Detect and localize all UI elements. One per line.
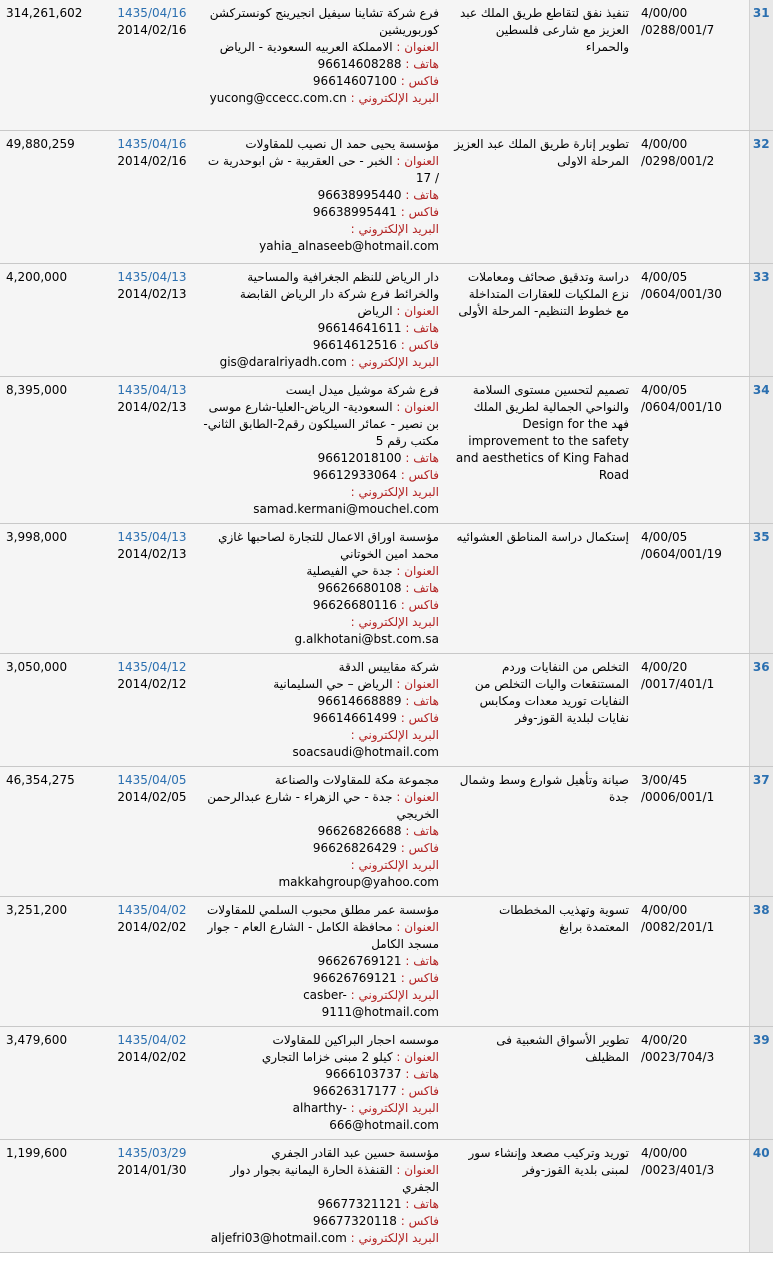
fax-label: فاكس :: [400, 337, 439, 352]
contract-code-part2: /0604/001/19: [641, 546, 722, 561]
contractor-info: [199, 523, 449, 653]
address-label: العنوان :: [396, 40, 439, 54]
phone-label: هاتف :: [405, 693, 439, 708]
address-value: الرياض – حي السليمانية: [273, 676, 393, 691]
gregorian-date: 2014/02/16: [117, 23, 187, 37]
contract-date: [105, 376, 199, 523]
contract-code-part1: 4/00/00: [641, 1145, 688, 1160]
address-value: محافظة الكامل - الشارع العام - جوار مسجد الكامل: [207, 919, 439, 951]
contract-date: [105, 896, 199, 1026]
gregorian-date: 2014/02/02: [117, 919, 187, 934]
gregorian-date: 2014/02/13: [117, 286, 187, 301]
project-description: تسوية وتهذيب المخططات المعتمدة برابغ: [449, 896, 639, 1026]
contract-amount: 8,395,000: [0, 376, 105, 523]
phone-label: هاتف :: [405, 580, 439, 595]
address-label: العنوان :: [396, 1049, 439, 1064]
address-label: العنوان :: [396, 303, 439, 318]
contract-code-part2: /0288/001/7: [641, 23, 715, 37]
row-number[interactable]: 34: [749, 376, 773, 523]
project-description: تطوير إنارة طريق الملك عبد العزيز المرحلة الاولى: [449, 130, 639, 263]
phone-label: هاتف :: [405, 450, 439, 465]
email-label: البريد الإلكتروني :: [350, 484, 439, 499]
contractor-info: [199, 896, 449, 1026]
gregorian-date: 2014/02/13: [117, 399, 187, 414]
contract-code-part2: /0006/001/1: [641, 789, 715, 804]
contract-amount: 3,479,600: [0, 1026, 105, 1139]
phone-label: هاتف :: [405, 57, 439, 71]
phone-value: 96677321121: [317, 1196, 402, 1211]
contract-date: [105, 523, 199, 653]
row-number[interactable]: 33: [749, 263, 773, 376]
phone-value: 96614641611: [317, 320, 402, 335]
email-label: البريد الإلكتروني :: [350, 1100, 439, 1115]
fax-value: 96612933064: [312, 467, 397, 482]
contractor-info: [199, 766, 449, 896]
phone-value: 96614668889: [317, 693, 402, 708]
phone-label: هاتف :: [405, 1066, 439, 1081]
address-label: العنوان :: [396, 153, 439, 168]
contract-code-part1: 4/00/20: [641, 1032, 688, 1047]
address-value: جدة - حي الزهراء - شارع عبدالرحمن الخريجي: [207, 789, 439, 821]
project-description: صيانة وتأهيل شوارع وسط وشمال جدة: [449, 766, 639, 896]
contract-code: [639, 766, 749, 896]
contract-date: [105, 766, 199, 896]
gregorian-date: 2014/02/02: [117, 1049, 187, 1064]
fax-label: فاكس :: [400, 840, 439, 855]
email-value[interactable]: g.alkhotani@bst.com.sa: [294, 631, 439, 646]
address-label: العنوان :: [396, 676, 439, 691]
contract-code-part2: /0023/401/3: [641, 1162, 715, 1177]
hijri-date: 1435/04/13: [117, 529, 187, 544]
contractor-name: دار الرياض للنظم الجغرافية والمساحية والخرائط فرع شركة دار الرياض القابضة: [239, 269, 439, 301]
phone-label: هاتف :: [405, 187, 439, 202]
row-number[interactable]: 39: [749, 1026, 773, 1139]
contractor-name: مؤسسة اوراق الاعمال للتجارة لصاحبها غازي محمد امين الخوتاني: [218, 529, 439, 561]
hijri-date: 1435/04/16: [117, 6, 187, 20]
project-description: إستكمال دراسة المناطق العشوائيه: [449, 523, 639, 653]
contract-code-part1: 4/00/20: [641, 659, 688, 674]
project-description: تنفيذ نفق لتقاطع طريق الملك عبد العزيز مع شارعى فلسطين والحمراء: [449, 0, 639, 130]
phone-value: 96626680108: [317, 580, 402, 595]
contract-code: [639, 896, 749, 1026]
email-value[interactable]: soacsaudi@hotmail.com: [292, 744, 439, 759]
phone-label: هاتف :: [405, 823, 439, 838]
row-number[interactable]: 38: [749, 896, 773, 1026]
email-label: البريد الإلكتروني :: [350, 614, 439, 629]
row-number[interactable]: 36: [749, 653, 773, 766]
contract-code-part1: 4/00/05: [641, 269, 688, 284]
email-value[interactable]: makkahgroup@yahoo.com: [278, 874, 439, 889]
fax-value: 96638995441: [312, 204, 397, 219]
gregorian-date: 2014/02/16: [117, 153, 187, 168]
contractor-name: مجموعة مكة للمقاولات والصناعة: [274, 772, 439, 787]
email-label: البريد الإلكتروني :: [350, 221, 439, 236]
project-description: توريد وتركيب مصعد وإنشاء سور لمبنى بلدية القوز-وفر: [449, 1139, 639, 1252]
contract-code: [639, 1139, 749, 1252]
hijri-date: 1435/04/13: [117, 382, 187, 397]
table-row: [0, 0, 773, 130]
hijri-date: 1435/04/05: [117, 772, 187, 787]
table-row: [0, 523, 773, 653]
contract-code: [639, 653, 749, 766]
hijri-date: 1435/03/29: [117, 1145, 187, 1160]
fax-value: 96614661499: [312, 710, 397, 725]
hijri-date: 1435/04/16: [117, 136, 187, 151]
fax-value: 96626769121: [312, 970, 397, 985]
address-label: العنوان :: [396, 563, 439, 578]
phone-value: 96612018100: [317, 450, 402, 465]
email-label: البريد الإلكتروني :: [350, 354, 439, 369]
contractor-name: مؤسسة حسين عبد القادر الجفري: [271, 1145, 439, 1160]
fax-label: فاكس :: [400, 467, 439, 482]
fax-value: 96614607100: [312, 74, 397, 88]
gregorian-date: 2014/01/30: [117, 1162, 187, 1177]
row-number[interactable]: 35: [749, 523, 773, 653]
address-label: العنوان :: [396, 1162, 439, 1177]
email-value[interactable]: aljefri03@hotmail.com: [210, 1230, 347, 1245]
address-label: العنوان :: [396, 789, 439, 804]
contract-amount: 1,199,600: [0, 1139, 105, 1252]
contract-code-part2: /0604/001/10: [641, 399, 722, 414]
contractor-name: مؤسسة عمر مطلق محبوب السلمي للمقاولات: [207, 902, 439, 917]
fax-value: 96677320118: [312, 1213, 397, 1228]
address-value: السعودية- الرياض-العليا-شارع موسى بن نصير - عمائر السيلكون رقم2-الطابق الثاني- مكتب رقم 5: [203, 399, 439, 448]
email-label: البريد الإلكتروني :: [350, 91, 439, 105]
fax-label: فاكس :: [400, 1213, 439, 1228]
contract-amount: 49,880,259: [0, 130, 105, 263]
contractor-name: موسسه احجار البراكين للمقاولات: [272, 1032, 439, 1047]
address-value: الخبر - حى العقربية - ش ابوحدرية ت / 17: [207, 153, 439, 185]
contractor-name: مؤسسة يحيى حمد ال نصيب للمقاولات: [245, 136, 439, 151]
contract-amount: 3,251,200: [0, 896, 105, 1026]
contract-date: [105, 1139, 199, 1252]
fax-value: 96626317177: [312, 1083, 397, 1098]
gregorian-date: 2014/02/13: [117, 546, 187, 561]
phone-value: 9666103737: [325, 1066, 402, 1081]
address-label: العنوان :: [396, 399, 439, 414]
phone-value: 96626826688: [317, 823, 402, 838]
fax-value: 96614612516: [312, 337, 397, 352]
fax-label: فاكس :: [400, 970, 439, 985]
contractor-info: [199, 653, 449, 766]
project-description: تصميم لتحسين مستوى السلامة والنواحي الجمالية لطريق الملك فهد Design for the improvement to the safety and aesthetics of King Fahad Road: [449, 376, 639, 523]
fax-value: 96626826429: [312, 840, 397, 855]
phone-label: هاتف :: [405, 1196, 439, 1211]
contractor-info: [199, 1026, 449, 1139]
table-row: [0, 1139, 773, 1252]
contract-code-part1: 4/00/00: [641, 136, 688, 151]
address-value: جدة حي الفيصلية: [306, 563, 393, 578]
contractor-info: [199, 263, 449, 376]
contract-code: [639, 1026, 749, 1139]
contract-code-part2: /0604/001/30: [641, 286, 722, 301]
address-value: كيلو 2 مبنى خزاما التجاري: [261, 1049, 393, 1064]
table-row: [0, 896, 773, 1026]
phone-value: 96638995440: [317, 187, 402, 202]
email-label: البريد الإلكتروني :: [350, 987, 439, 1002]
contractor-name: فرع شركة موشيل ميدل ايست: [285, 382, 439, 397]
hijri-date: 1435/04/12: [117, 659, 187, 674]
contract-date: [105, 263, 199, 376]
email-label: البريد الإلكتروني :: [350, 1230, 439, 1245]
phone-label: هاتف :: [405, 320, 439, 335]
phone-value: 96614608288: [317, 57, 402, 71]
contract-amount: 4,200,000: [0, 263, 105, 376]
fax-label: فاكس :: [400, 710, 439, 725]
contract-code: [639, 376, 749, 523]
contractor-info: [199, 376, 449, 523]
contract-code-part2: /0023/704/3: [641, 1049, 715, 1064]
contract-date: [105, 653, 199, 766]
phone-value: 96626769121: [317, 953, 402, 968]
hijri-date: 1435/04/13: [117, 269, 187, 284]
address-value: الرياض: [357, 303, 393, 318]
fax-value: 96626680116: [312, 597, 397, 612]
contractor-name: شركة مقاييس الدقة: [338, 659, 439, 674]
contractor-info: [199, 130, 449, 263]
contractor-info: [199, 0, 449, 130]
contract-code: [639, 0, 749, 130]
contract-code-part1: 4/00/00: [641, 6, 688, 20]
table-row: [0, 263, 773, 376]
table-row: [0, 766, 773, 896]
table-row: [0, 376, 773, 523]
contract-code-part2: /0082/201/1: [641, 919, 715, 934]
fax-label: فاكس :: [400, 597, 439, 612]
contract-amount: 3,050,000: [0, 653, 105, 766]
contract-code-part2: /0298/001/2: [641, 153, 715, 168]
email-label: البريد الإلكتروني :: [350, 857, 439, 872]
contract-code-part1: 4/00/00: [641, 902, 688, 917]
row-number[interactable]: 31: [749, 0, 773, 130]
contract-code-part1: 4/00/05: [641, 529, 688, 544]
contract-code: [639, 130, 749, 263]
contract-code-part1: 4/00/05: [641, 382, 688, 397]
address-value: القنفذة الحارة اليمانية بجوار دوار الجفري: [230, 1162, 439, 1194]
contract-code: [639, 523, 749, 653]
table-row: [0, 130, 773, 263]
hijri-date: 1435/04/02: [117, 902, 187, 917]
fax-label: فاكس :: [400, 1083, 439, 1098]
project-description: تطوير الأسواق الشعبية فى المظيلف: [449, 1026, 639, 1139]
email-label: البريد الإلكتروني :: [350, 727, 439, 742]
contract-date: [105, 0, 199, 130]
fax-label: فاكس :: [400, 204, 439, 219]
row-number[interactable]: 37: [749, 766, 773, 896]
contract-amount: 46,354,275: [0, 766, 105, 896]
project-description: دراسة وتدقيق صحائف ومعاملات نزع الملكيات للعقارات المتداخلة مع خطوط التنظيم- المرحلة الأولى: [449, 263, 639, 376]
gregorian-date: 2014/02/05: [117, 789, 187, 804]
project-description: التخلص من النفايات وردم المستنقعات واليات التخلص من النفايات توريد معدات ومكابس نفايات لبلدية القوز-وفر: [449, 653, 639, 766]
email-value[interactable]: casber-9111@hotmail.com: [303, 987, 439, 1019]
contract-amount: 3,998,000: [0, 523, 105, 653]
gregorian-date: 2014/02/12: [117, 676, 187, 691]
contract-code: [639, 263, 749, 376]
contract-date: [105, 1026, 199, 1139]
email-value[interactable]: yucong@ccecc.com.cn: [209, 91, 347, 105]
contract-code-part2: /0017/401/1: [641, 676, 715, 691]
table-row: [0, 1026, 773, 1139]
contract-code-part1: 3/00/45: [641, 772, 688, 787]
fax-label: فاكس :: [400, 74, 439, 88]
email-value[interactable]: gis@daralriyadh.com: [219, 354, 347, 369]
row-number[interactable]: 32: [749, 130, 773, 263]
contractor-info: [199, 1139, 449, 1252]
email-value[interactable]: alharthy-666@hotmail.com: [292, 1100, 439, 1132]
address-value: الامملكة العربيه السعودية - الرياض: [219, 40, 393, 54]
contract-date: [105, 130, 199, 263]
table-row: [0, 653, 773, 766]
phone-label: هاتف :: [405, 953, 439, 968]
email-value[interactable]: samad.kermani@mouchel.com: [253, 501, 439, 516]
contract-amount: 314,261,602: [0, 0, 105, 130]
email-value[interactable]: yahia_alnaseeb@hotmail.com: [259, 238, 439, 253]
row-number[interactable]: 40: [749, 1139, 773, 1252]
address-label: العنوان :: [396, 919, 439, 934]
hijri-date: 1435/04/02: [117, 1032, 187, 1047]
contractor-name: فرع شركة تشاينا سيفيل انجيرينج كونستركشن كوربوريشين: [209, 6, 439, 37]
